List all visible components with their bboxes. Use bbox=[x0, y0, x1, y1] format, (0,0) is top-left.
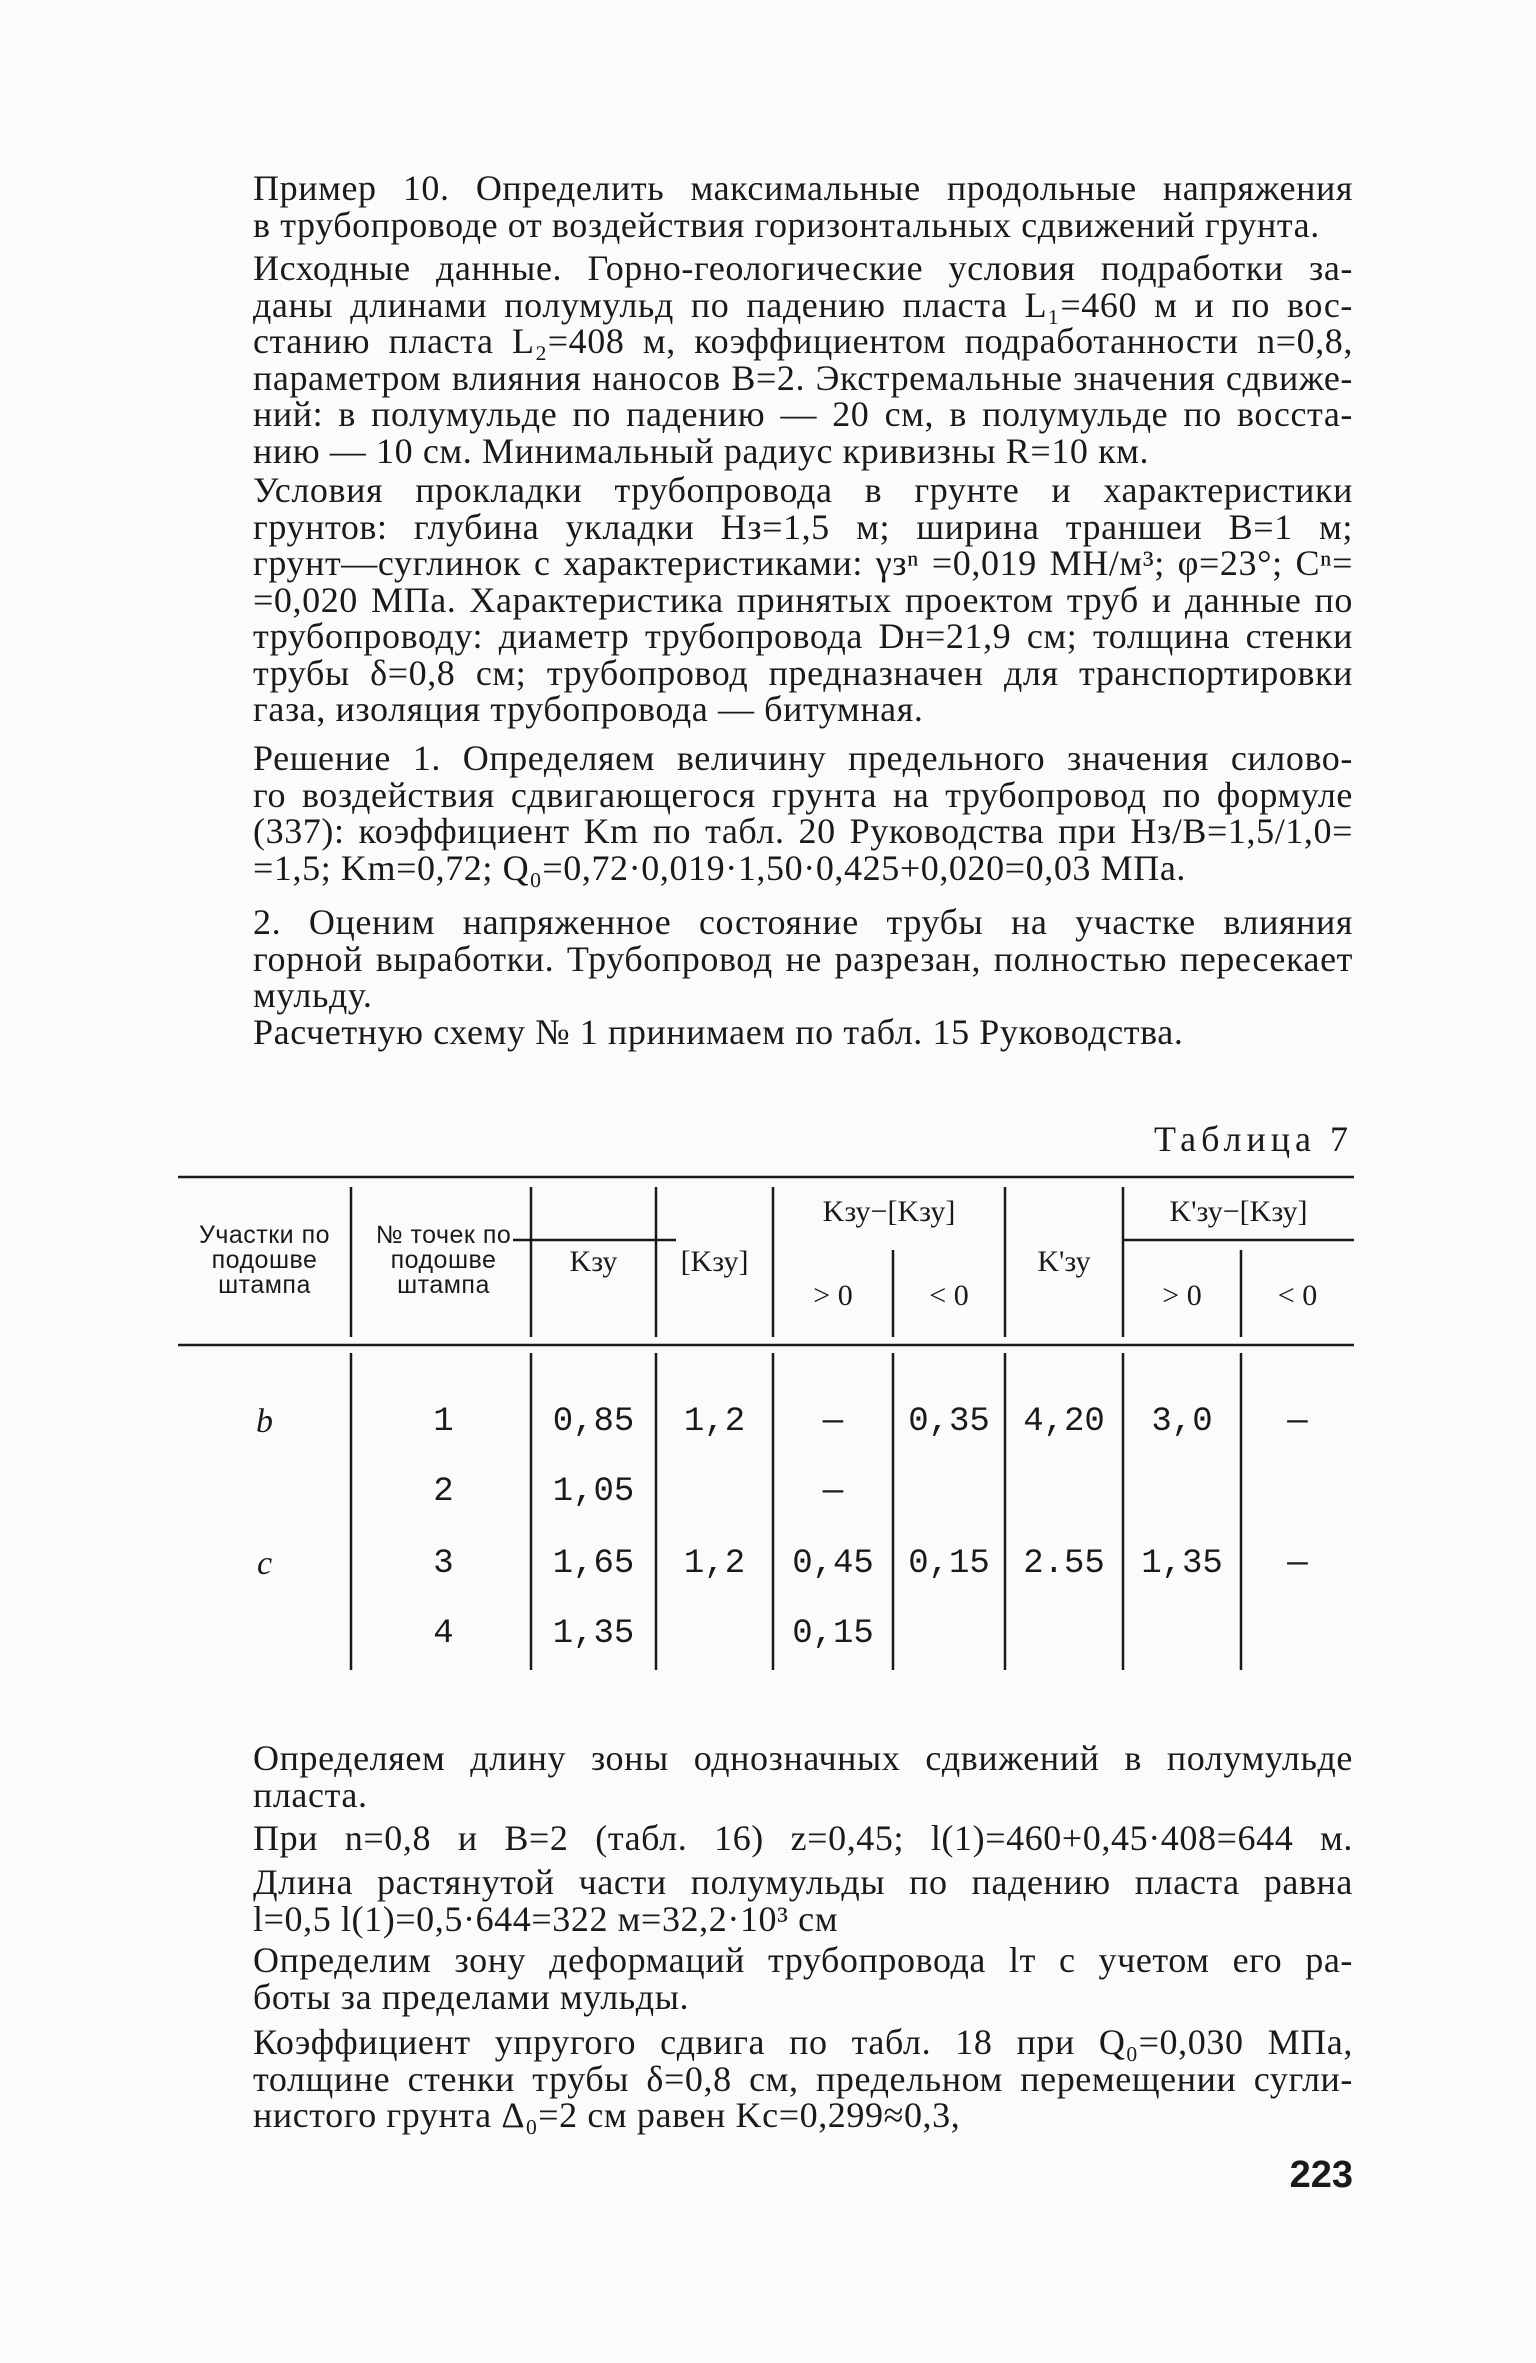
cell-kzu: 0,85 bbox=[552, 1403, 635, 1441]
text-line: =1,5; Km=0,72; Q₀=0,72·0,019·1,50·0,425+0,020=0,03 МПа. bbox=[253, 847, 1187, 888]
text-line: Коэффициент упругого сдвига по табл. 18 при Q₀=0,030 МПа, bbox=[253, 2022, 1353, 2062]
cell-section: c bbox=[256, 1545, 273, 1582]
header-diff-2-lt: < 0 bbox=[1277, 1279, 1318, 1312]
text-line: мульду. bbox=[253, 975, 373, 1015]
cell-kzu-prime: 2.55 bbox=[1023, 1545, 1105, 1583]
cell-kzu-lim: 1,2 bbox=[683, 1403, 746, 1441]
text-line: грунтов: глубина укладки Hз=1,5 м; ширина траншеи B=1 м; bbox=[253, 506, 1353, 547]
text-line: станию пласта L₂=408 м, коэффициентом подработанности n=0,8, bbox=[253, 321, 1353, 361]
zone-paragraph bbox=[217, 1740, 1353, 1813]
cell-point: 1 bbox=[433, 1403, 454, 1441]
page-number: 223 bbox=[1289, 2154, 1353, 2196]
header-kzu-prime: K'зу bbox=[1037, 1245, 1091, 1278]
text-line: нию — 10 см. Минимальный радиус кривизны R=10 км. bbox=[253, 430, 1150, 471]
header-points: № точек по подошве штампа bbox=[375, 1221, 512, 1299]
cell-kzu: 1,05 bbox=[552, 1473, 635, 1511]
cell-section: b bbox=[256, 1403, 273, 1440]
text-line: Решение 1. Определяем величину предельного значения силово- bbox=[253, 738, 1353, 778]
solution-1-paragraph bbox=[217, 740, 1353, 886]
header-kzu-lim: [Kзу] bbox=[680, 1245, 749, 1278]
cell-diff-1-lt: 0,35 bbox=[908, 1403, 990, 1441]
data-table bbox=[178, 1175, 1354, 1675]
cell-diff-1-gt: — bbox=[822, 1473, 844, 1511]
text-line: в трубопроводе от воздействия горизонтальных сдвижений грунта. bbox=[253, 204, 1320, 245]
cell-diff-1-gt: 0,15 bbox=[792, 1615, 874, 1653]
text-line: Определим зону деформаций трубопровода lт с учетом его ра- bbox=[253, 1940, 1353, 1980]
text-line: Исходные данные. Горно-геологические условия подработки за- bbox=[253, 248, 1353, 288]
text-line: Пример 10. Определить максимальные продольные напряжения bbox=[253, 168, 1353, 208]
cell-point: 4 bbox=[433, 1615, 454, 1653]
text-line: трубопроводу: диаметр трубопровода Dн=21,9 см; толщина стенки bbox=[253, 616, 1353, 656]
cell-diff-1-gt: 0,45 bbox=[792, 1545, 874, 1583]
text-line: 2. Оценим напряженное состояние трубы на участке влияния bbox=[253, 902, 1353, 942]
cell-kzu-lim: 1,2 bbox=[683, 1545, 746, 1583]
text-line: газа, изоляция трубопровода — битумная. bbox=[253, 689, 924, 729]
header-sections: Участки по подошве штампа bbox=[198, 1221, 331, 1299]
header-diff-1-gt: > 0 bbox=[813, 1279, 853, 1312]
text-line: грунт—суглинок с характеристиками: γзⁿ =0,019 МН/м³; φ=23°; Cⁿ= bbox=[253, 543, 1353, 583]
text-line: боты за пределами мульды. bbox=[253, 1976, 690, 2017]
deformation-paragraph bbox=[217, 1942, 1353, 2015]
header-diff-2-gt: > 0 bbox=[1162, 1279, 1202, 1312]
text-line: даны длинами полумульд по падению пласта L₁=460 м и по вос- bbox=[253, 284, 1353, 325]
length-paragraph bbox=[217, 1864, 1353, 1937]
at-n-paragraph bbox=[217, 1820, 1353, 1857]
text-line: трубы δ=0,8 см; трубопровод предназначен для транспортировки bbox=[253, 652, 1353, 693]
text-line: ний: в полумульде по падению — 20 см, в полумульде по восста- bbox=[253, 394, 1353, 434]
text-line: пласта. bbox=[253, 1774, 368, 1815]
header-diff-1-lt: < 0 bbox=[929, 1279, 969, 1312]
coefficient-paragraph bbox=[217, 2024, 1353, 2134]
cell-point: 2 bbox=[433, 1473, 454, 1511]
text-line: параметром влияния наносов B=2. Экстремальные значения сдвиже- bbox=[253, 357, 1353, 398]
text-line: l=0,5 l(1)=0,5·644=322 м=32,2·10³ см bbox=[253, 1898, 839, 1939]
cell-kzu: 1,65 bbox=[552, 1545, 635, 1583]
text-line: Расчетную схему № 1 принимаем по табл. 15 Руководства. bbox=[253, 1012, 1184, 1052]
solution-2-paragraph bbox=[217, 904, 1353, 1014]
example-paragraph bbox=[217, 170, 1353, 243]
text-line: Определяем длину зоны однозначных сдвижений в полумульде bbox=[253, 1738, 1353, 1778]
cell-diff-2-gt: 3,0 bbox=[1151, 1403, 1213, 1441]
text-line: =0,020 МПа. Характеристика принятых проектом труб и данные по bbox=[253, 579, 1353, 620]
header-diff-2: K'зу−[Kзу] bbox=[1169, 1195, 1308, 1228]
text-line: Условия прокладки трубопровода в грунте и характеристики bbox=[253, 470, 1353, 510]
text-line: го воздействия сдвигающегося грунта на трубопровод по формуле bbox=[253, 774, 1353, 815]
text-line: горной выработки. Трубопровод не разрезан, полностью пересекает bbox=[253, 938, 1353, 979]
cell-kzu-prime: 4,20 bbox=[1023, 1403, 1105, 1441]
text-line: При n=0,8 и B=2 (табл. 16) z=0,45; l(1)=460+0,45·408=644 м. bbox=[253, 1818, 1353, 1858]
initial-data-paragraph bbox=[217, 250, 1353, 469]
table-caption: Таблица 7 bbox=[1154, 1119, 1353, 1159]
scheme-paragraph bbox=[217, 1014, 1353, 1051]
header-kzu: Kзу bbox=[569, 1245, 618, 1278]
cell-diff-2-gt: 1,35 bbox=[1141, 1545, 1223, 1583]
cell-diff-2-lt: — bbox=[1287, 1403, 1308, 1441]
cell-diff-1-lt: 0,15 bbox=[908, 1545, 990, 1583]
text-line: (337): коэффициент Km по табл. 20 Руководства при Hз/B=1,5/1,0= bbox=[253, 811, 1353, 851]
cell-kzu: 1,35 bbox=[552, 1615, 635, 1653]
conditions-paragraph bbox=[217, 472, 1353, 728]
text-line: нистого грунта Δ₀=2 см равен Kс=0,299≈0,3, bbox=[253, 2095, 961, 2135]
text-line: Длина растянутой части полумульды по падению пласта равна bbox=[253, 1862, 1353, 1902]
header-diff-1: Kзу−[Kзу] bbox=[822, 1195, 956, 1228]
cell-diff-2-lt: — bbox=[1287, 1545, 1308, 1583]
cell-diff-1-gt: — bbox=[822, 1403, 844, 1441]
cell-point: 3 bbox=[433, 1545, 454, 1583]
text-line: толщине стенки трубы δ=0,8 см, предельном перемещении сугли- bbox=[253, 2058, 1353, 2099]
